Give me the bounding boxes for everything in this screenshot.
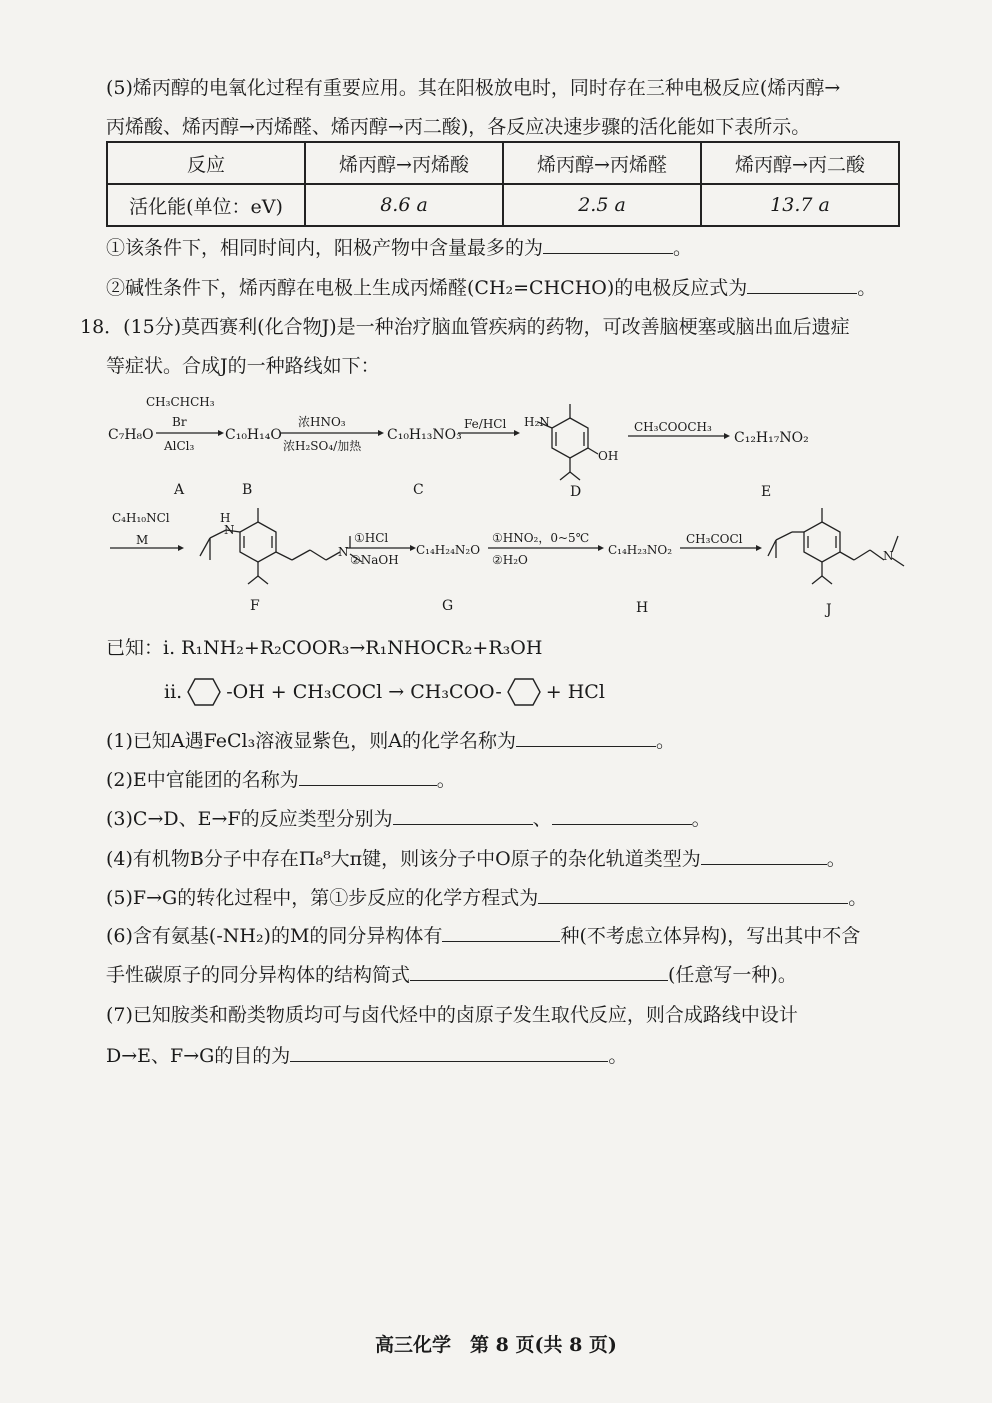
formula-B: C₁₀H₁₄O [225, 427, 282, 443]
q18-sub2 [106, 766, 456, 794]
synthesis-scheme [100, 388, 910, 628]
known-ii-prefix: ii. [164, 681, 183, 703]
table-cell: 8.6 a [305, 184, 503, 226]
question-text: (任意写一种)。 [668, 964, 797, 986]
answer-blank[interactable] [410, 962, 668, 981]
end-mark: 。 [436, 769, 456, 791]
end-mark: 。 [691, 808, 711, 830]
end-mark: 。 [857, 277, 877, 299]
formula-E: C₁₂H₁₇NO₂ [734, 430, 809, 446]
end-mark: 。 [655, 730, 675, 752]
arrowhead-icon [598, 545, 604, 551]
q17-5-intro-line2: 丙烯酸、烯丙醇→丙烯醛、烯丙醇→丙二酸)，各反应决速步骤的活化能如下表所示。 [106, 116, 811, 138]
q17-5-sub2 [106, 274, 876, 302]
q18-sub1 [106, 727, 675, 755]
label-A: A [174, 482, 185, 498]
table-cell: 烯丙醇→丙烯酸 [305, 142, 503, 184]
label-H: H [636, 600, 649, 616]
q18-sub3 [106, 805, 711, 833]
question-text: ①该条件下，相同时间内，阳极产物中含量最多的为 [106, 237, 544, 259]
page-footer: 高三化学 第 8 页(共 8 页) [375, 1334, 617, 1356]
arrowhead-icon [378, 430, 384, 436]
table-cell: 烯丙醇→丙二酸 [701, 142, 899, 184]
q18-sub7-line1: (7)已知胺类和酚类物质均可与卤代烃中的卤原子发生取代反应，则合成路线中设计 [106, 1004, 798, 1026]
formula-H: C₁₄H₂₃NO₂ [608, 543, 673, 557]
answer-blank[interactable] [552, 806, 692, 825]
answer-blank[interactable] [290, 1043, 608, 1062]
F-n-label: N [224, 523, 235, 537]
reagent-CD: Fe/HCl [464, 417, 507, 431]
reagent-EF-bottom: M [136, 533, 149, 547]
benzene-ring-icon [186, 677, 222, 707]
q17-5-sub1 [106, 234, 692, 262]
reagent-EF-top: C₄H₁₀NCl [112, 511, 170, 525]
question-text: 种(不考虑立体异构)，写出其中不含 [560, 925, 861, 947]
answer-blank[interactable] [516, 728, 656, 747]
end-mark: 。 [608, 1045, 628, 1067]
label-G: G [442, 598, 454, 614]
reagent-BC-bottom: 浓H₂SO₄/加热 [283, 439, 362, 453]
answer-blank[interactable] [701, 846, 827, 865]
q18-sub7-line2 [106, 1042, 627, 1070]
question-text: 手性碳原子的同分异构体的结构简式 [106, 964, 411, 986]
benzene-ring-icon [506, 677, 542, 707]
reagent-AB-top: CH₃CHCH₃ [146, 395, 215, 409]
reagent-BC-top: 浓HNO₃ [298, 415, 346, 429]
end-mark: 。 [848, 887, 868, 909]
table-cell: 2.5 a [503, 184, 701, 226]
separator: 、 [532, 808, 552, 830]
label-C: C [413, 482, 424, 498]
arrowhead-icon [756, 545, 762, 551]
label-D: D [570, 484, 582, 500]
reagent-GH-1: ①HNO₂，0~5℃ [492, 531, 590, 545]
structure-J [768, 508, 904, 584]
arrowhead-icon [514, 430, 520, 436]
q17-5-intro-line1: (5)烯丙醇的电氧化过程有重要应用。其在阳极放电时，同时存在三种电极反应(烯丙醇→ [106, 77, 841, 99]
question-text: (6)含有氨基(-NH₂)的M的同分异构体有 [106, 925, 443, 947]
arrowhead-icon [724, 433, 730, 439]
answer-blank[interactable] [747, 275, 857, 294]
table-cell: 活化能(单位：eV) [107, 184, 305, 226]
known-ii-hcl: + HCl [545, 681, 605, 703]
q18-sub4 [106, 845, 846, 873]
known-ii-equation: -OH + CH₃COCl → CH₃COO- [226, 681, 502, 703]
question-text: (4)有机物B分子中存在Π₈⁸大π键，则该分子中O原子的杂化轨道类型为 [106, 848, 701, 870]
formula-A: C₇H₈O [108, 427, 154, 443]
F-nh-label: H [220, 511, 231, 525]
reagent-FG-2: ②NaOH [350, 553, 399, 567]
q18-intro-line1: 18．(15分)莫西赛利(化合物J)是一种治疗脑血管疾病的药物，可改善脑梗塞或脑出血后遗症 [80, 316, 850, 338]
reagent-GH-2: ②H₂O [492, 553, 528, 567]
label-B: B [242, 482, 253, 498]
answer-blank[interactable] [538, 885, 848, 904]
reagent-FG-1: ①HCl [354, 531, 389, 545]
F-amine-label: N [338, 545, 349, 559]
reagent-HJ: CH₃COCl [686, 532, 743, 546]
known-ii [164, 677, 605, 707]
label-E: E [761, 484, 772, 500]
table-cell: 反应 [107, 142, 305, 184]
question-text: (3)C→D、E→F的反应类型分别为 [106, 808, 393, 830]
answer-blank[interactable] [543, 235, 673, 254]
q18-sub6-line2 [106, 961, 797, 989]
table-row [107, 184, 899, 226]
known-i: 已知：i. R₁NH₂+R₂COOR₃→R₁NHOCR₂+R₃OH [106, 637, 543, 659]
q18-sub5 [106, 884, 867, 912]
table-cell: 烯丙醇→丙烯醛 [503, 142, 701, 184]
reagent-DE: CH₃COOCH₃ [634, 420, 712, 434]
J-amine-label: N [883, 549, 894, 563]
question-text: D→E、F→G的目的为 [106, 1045, 291, 1067]
D-hydroxyl-label: OH [598, 449, 619, 463]
q18-intro-line2: 等症状。合成J的一种路线如下： [106, 355, 380, 377]
table-cell: 13.7 a [701, 184, 899, 226]
question-text: ②碱性条件下，烯丙醇在电极上生成丙烯醛(CH₂=CHCHO)的电极反应式为 [106, 277, 748, 299]
answer-blank[interactable] [299, 767, 437, 786]
formula-G: C₁₄H₂₄N₂O [416, 543, 481, 557]
formula-C: C₁₀H₁₃NO₃ [387, 427, 462, 443]
label-J: J [826, 602, 832, 618]
arrowhead-icon [218, 430, 224, 436]
question-text: (2)E中官能团的名称为 [106, 769, 299, 791]
table-header-row [107, 142, 899, 184]
answer-blank[interactable] [393, 806, 533, 825]
q18-sub6-line1 [106, 922, 860, 950]
reagent-AB-bottom: AlCl₃ [164, 439, 195, 453]
reagent-AB-br: Br [172, 415, 187, 429]
activation-energy-table [106, 141, 900, 227]
answer-blank[interactable] [442, 923, 560, 942]
arrowhead-icon [178, 545, 184, 551]
D-amino-label: H₂N [524, 415, 550, 429]
end-mark: 。 [673, 237, 693, 259]
question-text: (1)已知A遇FeCl₃溶液显紫色，则A的化学名称为 [106, 730, 516, 752]
question-text: (5)F→G的转化过程中，第①步反应的化学方程式为 [106, 887, 539, 909]
end-mark: 。 [826, 848, 846, 870]
label-F: F [250, 598, 260, 614]
